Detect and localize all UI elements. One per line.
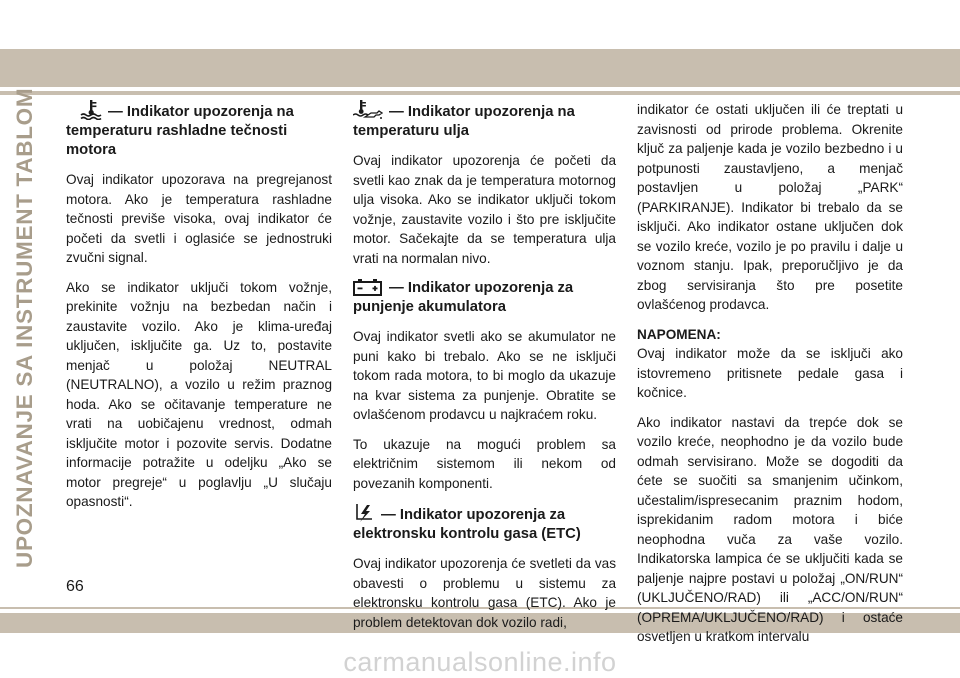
oil-temp-heading-text: — Indikator upozorenja na temperaturu ulja [353, 104, 575, 139]
coolant-heading [66, 100, 332, 160]
etc-lightning-icon [353, 503, 375, 523]
oil-temperature-icon [353, 100, 383, 120]
etc-blinking-paragraph: Ako indikator nastavi da trepće dok se vozilo kreće, neophodno je da vozilo bude odmah servisirano. Može se dogoditi da ćete se suočiti sa smanjenim učinkom, učestalim/ispresecanim praznim hodom, isprekidanim radom motora i biće neophodna vuča za vaše vozilo. Indikatorska lampica će se uključiti kada se paljenje najpre postavi u položaj „ON/RUN“ (UKLJUČENO/RAD) ili „ACC/ON/RUN“ (OPREMA/UKLJUČENO/RAD) i ostaće osvetljen u kratkom intervalu [637, 414, 903, 644]
oil-temp-heading [353, 100, 616, 141]
battery-paragraph-2: To ukazuje na mogući problem sa električnim sistemom ili nekom od povezanih komponenti. [353, 436, 616, 491]
column-3 [637, 100, 903, 657]
note-label: NAPOMENA: [637, 326, 721, 342]
battery-paragraph-1: Ovaj indikator svetli ako se akumulator ne puni kako bi trebalo. Ako se ne isključi tokom rada motora, to bi moglo da ukazuje na kvar sistema za punjenje. Obratite se ovlašćenom prodavcu u najkraćem roku. [353, 329, 616, 422]
coolant-paragraph-2: Ako se indikator uključi tokom vožnje, prekinite vožnju na bezbedan način i zaustavite vozilo. Ako je klima-uređaj uključen, isključite ga. Uz to, postavite menjač u položaj NEUTRAL (NEUTRALNO), a vozilo u režim praznog hoda. Ako se očitavanje temperature ne vrati na uobičajenu vrednost, odmah isključite motor i pozovite servis. Dodatne informacije potražite u odeljku „Ako se motor pregreje“ u poglavlju „U slučaju opasnosti“. [66, 279, 332, 509]
battery-heading-text: — Indikator upozorenja za punjenje akumulatora [353, 280, 574, 315]
header-band [0, 49, 960, 87]
etc-continued-paragraph: indikator će ostati uključen ili će treptati u zavisnosti od prirode problema. Okrenite ključ za paljenje kada je vozilo bezbedno i u potpunosti zaustavljeno, a menjač postavljen u položaj „PARK“ (PARKIRANJE). Indikator bi trebalo da se isključi. Ako indikator ostane uključen dok se vozilo kreće, vozilo je po pravilu i dalje u voznom stanju. Ipak, preporučljivo je da zbog servisiranja što pre posetite ovlašćenog prodavca. [637, 102, 903, 312]
etc-paragraph: Ovaj indikator upozorenja će svetleti da vas obavesti o problemu u sistemu za elektronsku kontrolu gasa (ETC). Ako je problem detektovan dok vozilo radi, [353, 556, 616, 630]
header-rule [0, 91, 960, 95]
chapter-side-title: UPOZNAVANJE SA INSTRUMENT TABLOM [12, 87, 37, 568]
column-1 [66, 100, 332, 522]
oil-temp-paragraph: Ovaj indikator upozorenja će početi da svetli kao znak da je temperatura motornog ulja visoka. Ako se indikator uključi tokom vožnje, zaustavite vozilo i što pre isključite motor. Sačekajte da se temperatura ulja vrati na normalan nivo. [353, 153, 616, 266]
coolant-heading-text: — Indikator upozorenja na temperaturu rashladne tečnosti motora [66, 104, 294, 158]
column-2 [353, 100, 616, 642]
coolant-temperature-icon [80, 100, 102, 120]
etc-heading [353, 503, 616, 544]
battery-heading [353, 278, 616, 317]
etc-heading-text: — Indikator upozorenja za elektronsku kontrolu gasa (ETC) [353, 507, 581, 542]
page-number: 66 [66, 578, 84, 595]
watermark: carmanualsonline.info [343, 647, 617, 677]
note-text: Ovaj indikator može da se isključi ako istovremeno pritisnete pedale gasa i kočnice. [637, 346, 903, 400]
battery-icon [353, 278, 383, 296]
coolant-paragraph-1: Ovaj indikator upozorava na pregrejanost motora. Ako je temperatura rashladne tečnosti previše visoka, ovaj indikator će početi da svetli i oglasiće se jednostruki zvučni signal. [66, 172, 332, 265]
